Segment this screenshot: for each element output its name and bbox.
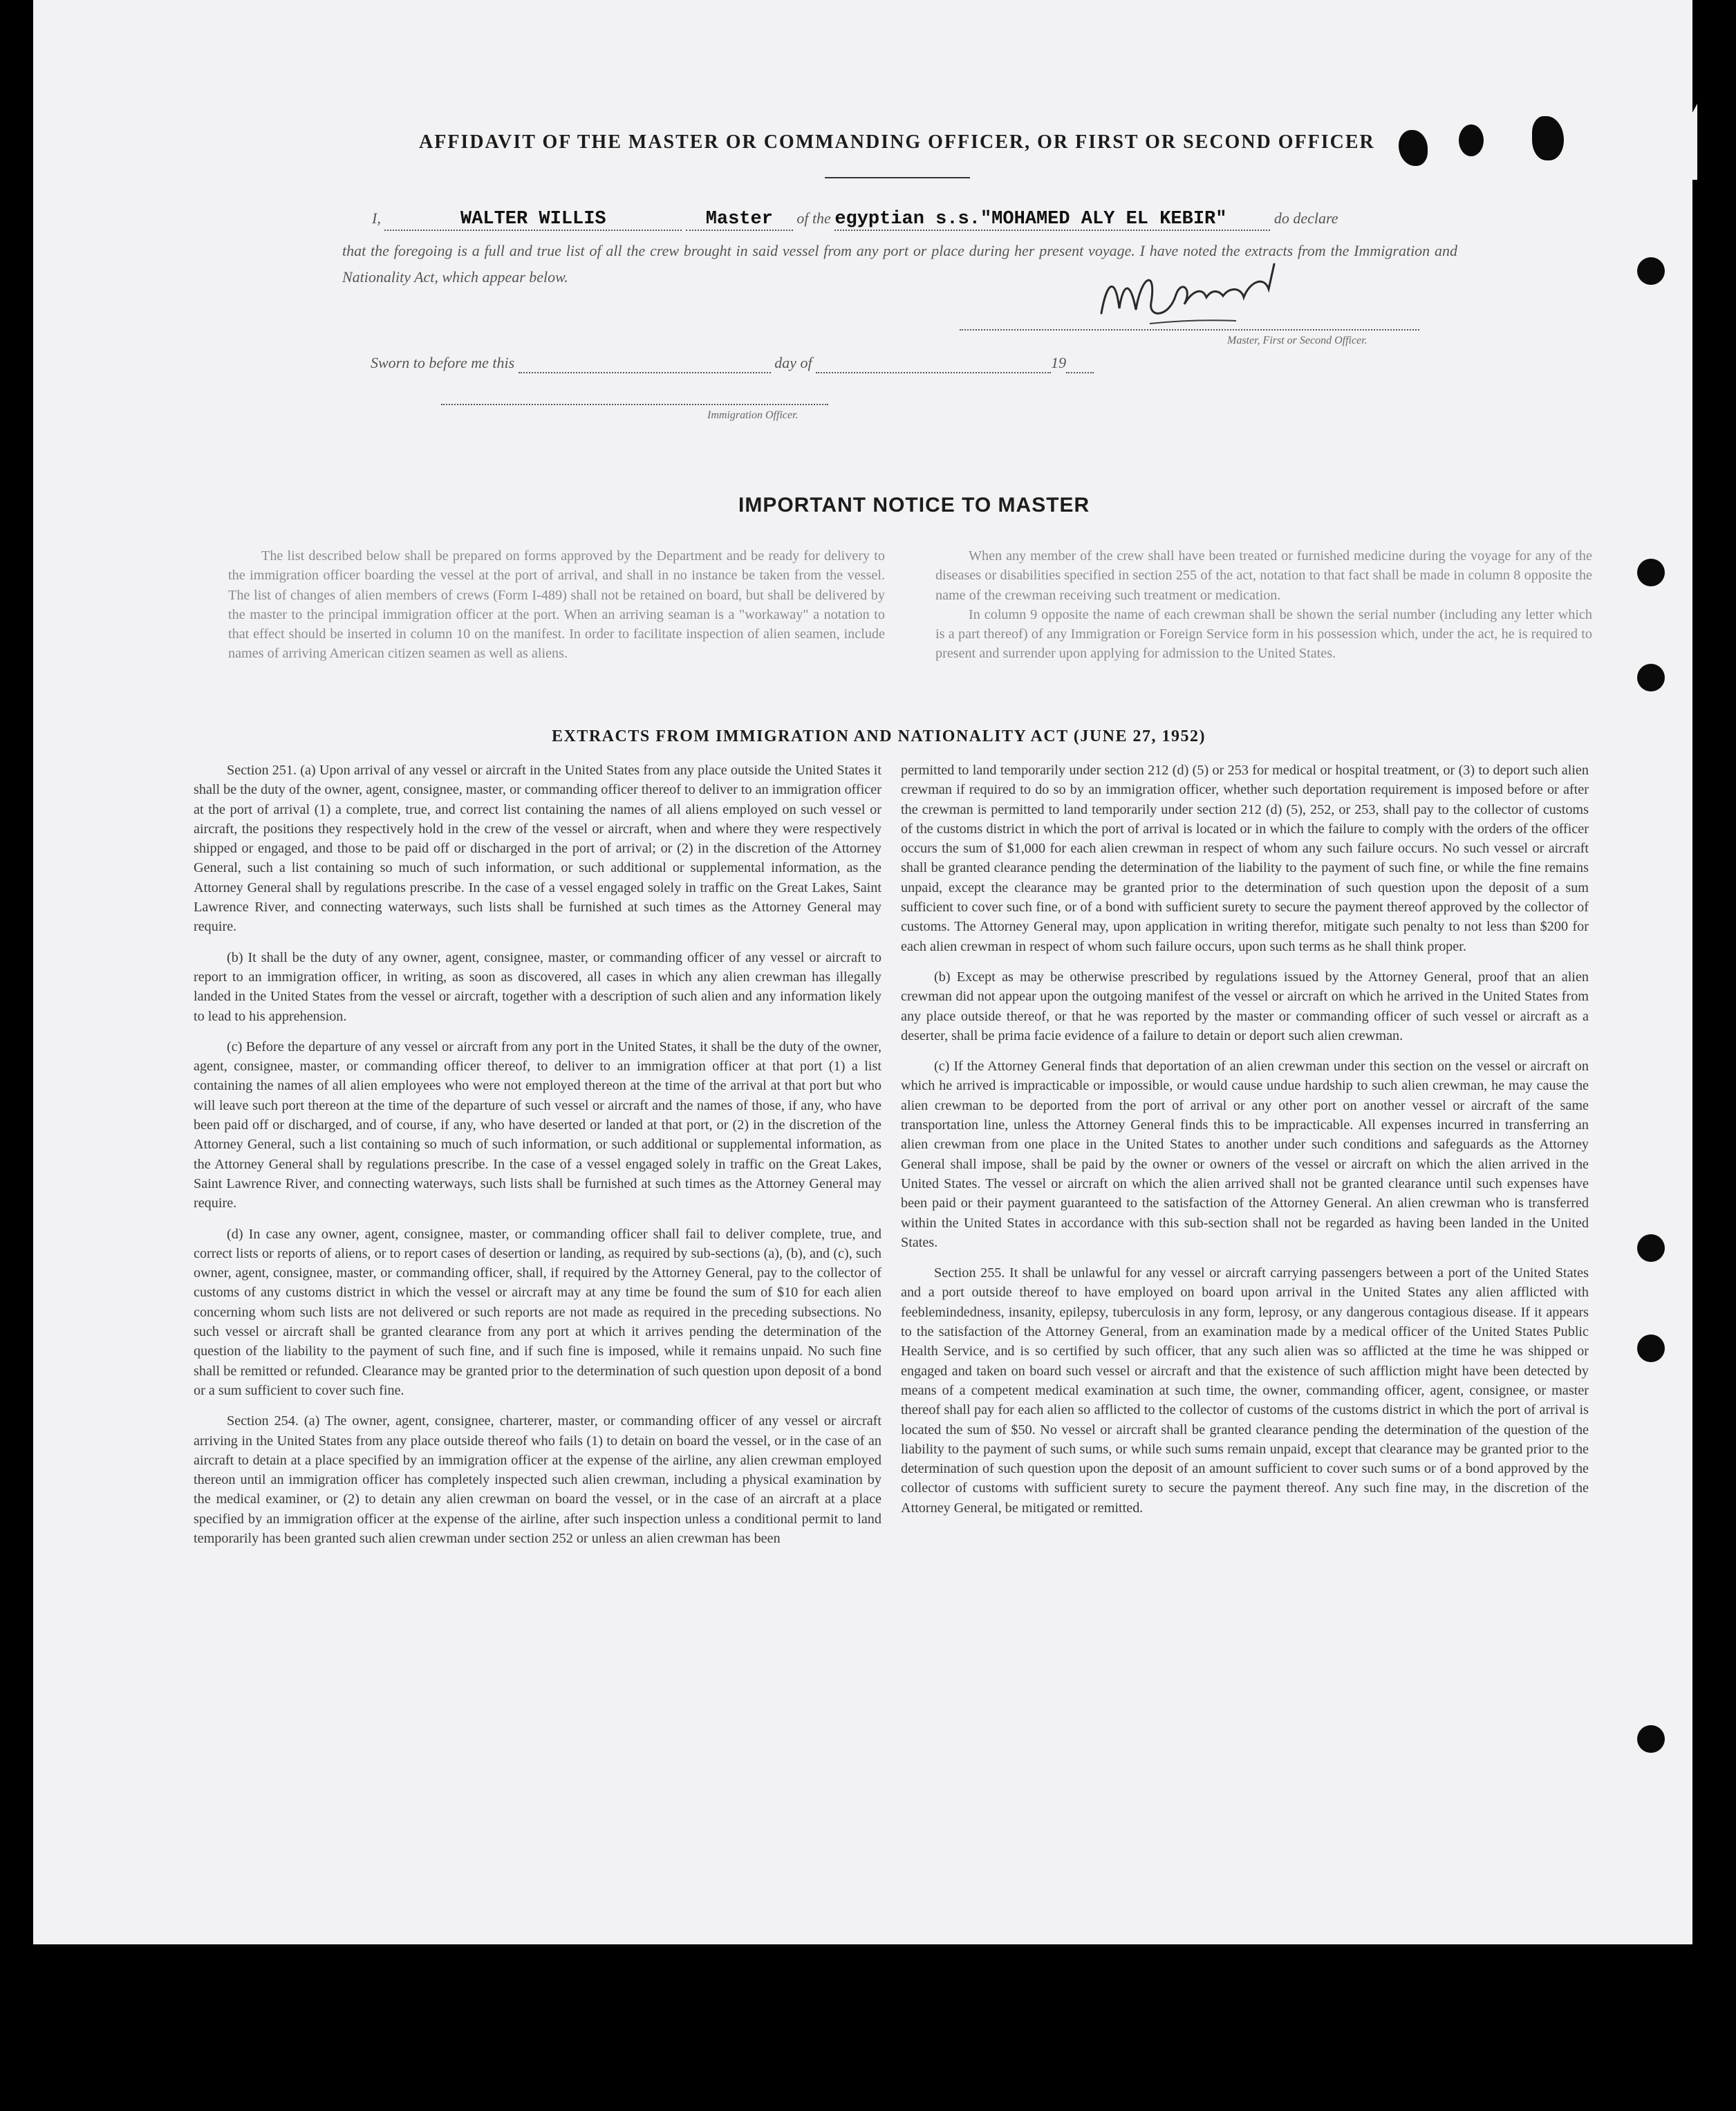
binder-hole xyxy=(1637,664,1665,691)
title-divider xyxy=(825,177,970,178)
document-page xyxy=(33,0,1692,1944)
declaration-body: that the foregoing is a full and true list of all the crew brought in said vessel from any port or place during her present voyage. I have noted the extracts from the Immigration and Nationality Act, which appear below. xyxy=(342,242,1457,286)
immigration-officer-caption: Immigration Officer. xyxy=(707,409,799,421)
notice-right-column xyxy=(935,546,1592,675)
notice-left-column xyxy=(228,546,885,675)
sworn-day-field xyxy=(519,354,771,373)
signature-caption: Master, First or Second Officer. xyxy=(1227,335,1368,346)
ink-blot xyxy=(1532,116,1564,160)
rank-value: Master xyxy=(705,209,773,230)
sworn-line xyxy=(371,354,1094,373)
ink-blot xyxy=(1399,130,1428,166)
binder-hole xyxy=(1637,1725,1665,1753)
declare-label: do declare xyxy=(1273,210,1338,227)
declaration-prefix: I, xyxy=(372,210,381,227)
section-254-c: (c) If the Attorney General finds that deportation of an alien crewman under this section on the vessel or aircraft on which he arrived is impracticable or impossible, or would cause undue hardship to such alien crewman, he may cause the alien crewman to be deported from the port of arrival or any other port on another vessel or aircraft of the same transportation line, unless the Attorney General finds this to be impracticable. All expenses incurred in transferring an alien crewman from one place in the United States to another under such conditions and safeguards as the Attorney General shall impose, shall be paid by the owner or owners of the vessel or aircraft on which the alien arrived in the United States. The vessel or aircraft on which the alien arrived shall not be granted clearance until such expenses have been paid or their payment guaranteed to the satisfaction of the Attorney General. An alien crewman who is transferred within the United States in accordance with this sub-section shall not be regarded as having been landed in the United States. xyxy=(901,1059,1589,1250)
binder-hole xyxy=(1637,1234,1665,1262)
notice-left-paragraph: The list described below shall be prepared on forms approved by the Department and be ready for delivery to the immigration officer boarding the vessel at the port of arrival, and shall in no instance be taken from the vessel. The list of changes of alien members of crews (Form I-489) shall not be retained on board, but shall be delivered by the master to the principal immigration officer at the port. When an arriving seaman is a "workaway" a notation to that effect should be inserted in column 10 on the manifest. In order to facilitate inspection of alien seamen, include names of arriving American citizen seamen as well as aliens. xyxy=(228,548,885,662)
vessel-field xyxy=(834,209,1270,231)
sworn-year-label: 19 xyxy=(1051,354,1067,371)
sworn-year-field xyxy=(1066,354,1094,373)
sworn-day-of-label: day of xyxy=(774,354,812,371)
vessel-name: egyptian s.s."MOHAMED ALY EL KEBIR" xyxy=(834,209,1227,230)
binder-hole xyxy=(1637,559,1665,586)
declaration-line xyxy=(372,209,1457,231)
sworn-month-field xyxy=(816,354,1051,373)
section-251-b: (b) It shall be the duty of any owner, agent, consignee, master, or commanding officer of any vessel or aircraft to report to an immigration officer, in writing, as soon as discovered, all cases in which any alien crewman has illegally landed in the United States from the vessel or aircraft, together with a description of such alien and any information likely to lead to his apprehension. xyxy=(194,949,881,1024)
section-254-a-continued: permitted to land temporarily under section 212 (d) (5) or 253 for medical or hospital treatment, or (3) to deport such alien crewman if required to do so by an immigration officer, whether such deportation requirement is imposed before or after the crewman is permitted to land temporarily under section 212 (d) (5), 252, or 253, shall pay to the collector of customs of the customs district in which the port of arrival is located or in which the failure to comply with the orders of the officer occurs the sum of $1,000 for each alien crewman in respect of whom any such failure occurs. No such vessel or aircraft shall be granted clearance pending the determination of the liability to the payment of such fine, or while the fine remains unpaid, except the clearance may be granted prior to the determination of such question upon the deposit of a sum sufficient to cover such fine, or of a bond with sufficient surety to secure the payment thereof approved by the collector of customs. The Attorney General may, upon application in writing therefor, mitigate such penalty to not less than $200 for each alien crewman in respect of whom such failure occurs, upon such terms as he shall think proper. xyxy=(901,763,1589,954)
section-254-a: Section 254. (a) The owner, agent, consignee, charterer, master, or commanding officer of any vessel or aircraft arriving in the United States from any place outside thereof who fails (1) to detain on board the vessel, or in the case of an aircraft to detain at a place specified by an immigration officer at the expense of the airline, any alien crewman employed thereon until an immigration officer has completely inspected such alien crewman, including a physical examination by the medical examiner, or (2) to detain any alien crewman on board the vessel, or in the case of an aircraft at a place specified by an immigration officer at the expense of the airline, after such inspection unless a conditional permit to land temporarily has been granted such alien crewman under section 252 or unless an alien crewman has been xyxy=(194,1413,881,1546)
master-name: WALTER WILLIS xyxy=(460,209,606,230)
ink-blot xyxy=(1459,124,1484,156)
master-name-field xyxy=(384,209,682,231)
notice-right-paragraph-2: In column 9 opposite the name of each crewman shall be shown the serial number (including any letter which is a part thereof) of any Immigration or Foreign Service form in his possession which, under the act, he is required to present and surrender upon applying for admission to the United States. xyxy=(935,606,1592,662)
affidavit-title: AFFIDAVIT OF THE MASTER OR COMMANDING OFFICER, OR FIRST OR SECOND OFFICER xyxy=(419,131,1375,153)
notice-right-paragraph-1: When any member of the crew shall have been treated or furnished medicine during the voyage for any of the diseases or disabilities specified in section 255 of the act, notation to that fact shall be made in column 8 opposite the name of the crewman receiving such treatment or medication. xyxy=(935,548,1592,603)
extracts-right-column xyxy=(901,761,1589,1529)
section-251-c: (c) Before the departure of any vessel or aircraft from any port in the United States, it shall be the duty of the owner, agent, consignee, master, or commanding officer thereof, to deliver to an immigration officer at that port (1) a list containing the names of all alien employees who were not employed thereon at the time of the arrival at that port but who will leave such port thereon at the time of the departure of such vessel or aircraft and the names of those, if any, who have been paid off or discharged, and of course, if any, who have deserted or landed at that port, or (2) in the discretion of the Attorney General, such a list containing so much of such information, or such additional or supplemental information, as the Attorney General shall by regulations prescribe. In the case of a vessel engaged solely in traffic on the Great Lakes, Saint Lawrence River, and connecting waterways, such lists shall be furnished at such times as the Attorney General may require. xyxy=(194,1039,881,1211)
binder-hole xyxy=(1637,1335,1665,1362)
binder-hole xyxy=(1637,257,1665,285)
section-255: Section 255. It shall be unlawful for any vessel or aircraft carrying passengers between a port of the United States and a port outside thereof to have employed on board upon arrival in the United States any alien afflicted with feeblemindedness, insanity, epilepsy, tuberculosis in any form, leprosy, or any dangerous contagious disease. If it appears to the satisfaction of the Attorney General, from an examination made by a medical officer of the United States Public Health Service, and is so certified by such officer, that any such alien was so afflicted at the time he was shipped or engaged and taken on board such vessel or aircraft and that the existence of such affliction might have been detected by means of a competent medical examination at such time, the owner, commanding officer, agent, consignee, or master thereof shall pay for each alien so afflicted to the collector of customs of the customs district in which the port of arrival is located the sum of $50. No vessel or aircraft shall be granted clearance pending the determination of the question of the liability to the payment of such sums, or while such sums remain unpaid, except that clearance may be granted prior to the determination of such question upon the deposit of an amount sufficient to cover such sums or of a bond approved by the collector of customs with sufficient surety to secure the payment thereof. Any such fine may, in the discretion of the Attorney General, be mitigated or remitted. xyxy=(901,1265,1589,1516)
immigration-officer-line xyxy=(441,404,828,405)
master-signature xyxy=(1088,254,1350,334)
notice-title: IMPORTANT NOTICE TO MASTER xyxy=(738,494,1090,517)
extracts-left-column xyxy=(194,761,881,1559)
section-251-d: (d) In case any owner, agent, consignee, master, or commanding officer shall fail to deliver complete, true, and correct lists or reports of aliens, or to report cases of desertion or landing, as required by sub-sections (a), (b), and (c), such owner, agent, consignee, master, or commanding officer, shall, if required by the Attorney General, pay to the collector of customs of any customs district in which the vessel or aircraft may at any time be found the sum of $10 for each alien concerning whom such lists are not delivered or such reports are not made as required in the preceding subsections. No such vessel or aircraft shall be granted clearance from any port at which it arrives pending the determination of the question of the liability to the payment of such fine, and if such fine is imposed, while it remains unpaid. No such fine shall be remitted or refunded. Clearance may be granted prior to the determination of such question upon deposit of a bond or a sum sufficient to cover such fine. xyxy=(194,1226,881,1398)
of-the-label: of the xyxy=(796,210,831,227)
sworn-label: Sworn to before me this xyxy=(371,354,515,371)
section-254-b: (b) Except as may be otherwise prescribed by regulations issued by the Attorney General, proof that an alien crewman did not appear upon the outgoing manifest of the vessel or aircraft on which he arrived in the United States from any place outside thereof, or that he was reported by the master or commanding officer of such vessel or aircraft as a deserter, shall be prima facie evidence of a failure to detain or deport such alien crewman. xyxy=(901,969,1589,1043)
signature-line xyxy=(960,329,1419,331)
rank-field xyxy=(686,209,793,231)
section-251-a: Section 251. (a) Upon arrival of any vessel or aircraft in the United States from any place outside the United States it shall be the duty of the owner, agent, consignee, master, or commanding officer thereof to deliver to an immigration officer at the port of arrival (1) a complete, true, and correct list containing the names of all aliens employed on such vessel or aircraft, the positions they respectively hold in the crew of the vessel or aircraft, when and where they were respectively shipped or engaged, and those to be paid off or discharged in the port of arrival; or (2) in the discretion of the Attorney General, such a list containing so much of such information, or such additional or supplemental information, as the Attorney General shall by regulations prescribe. In the case of a vessel engaged solely in traffic on the Great Lakes, Saint Lawrence River, and connecting waterways, such lists shall be furnished at such times as the Attorney General may require. xyxy=(194,763,881,935)
extracts-title: EXTRACTS FROM IMMIGRATION AND NATIONALITY ACT (JUNE 27, 1952) xyxy=(552,727,1206,745)
